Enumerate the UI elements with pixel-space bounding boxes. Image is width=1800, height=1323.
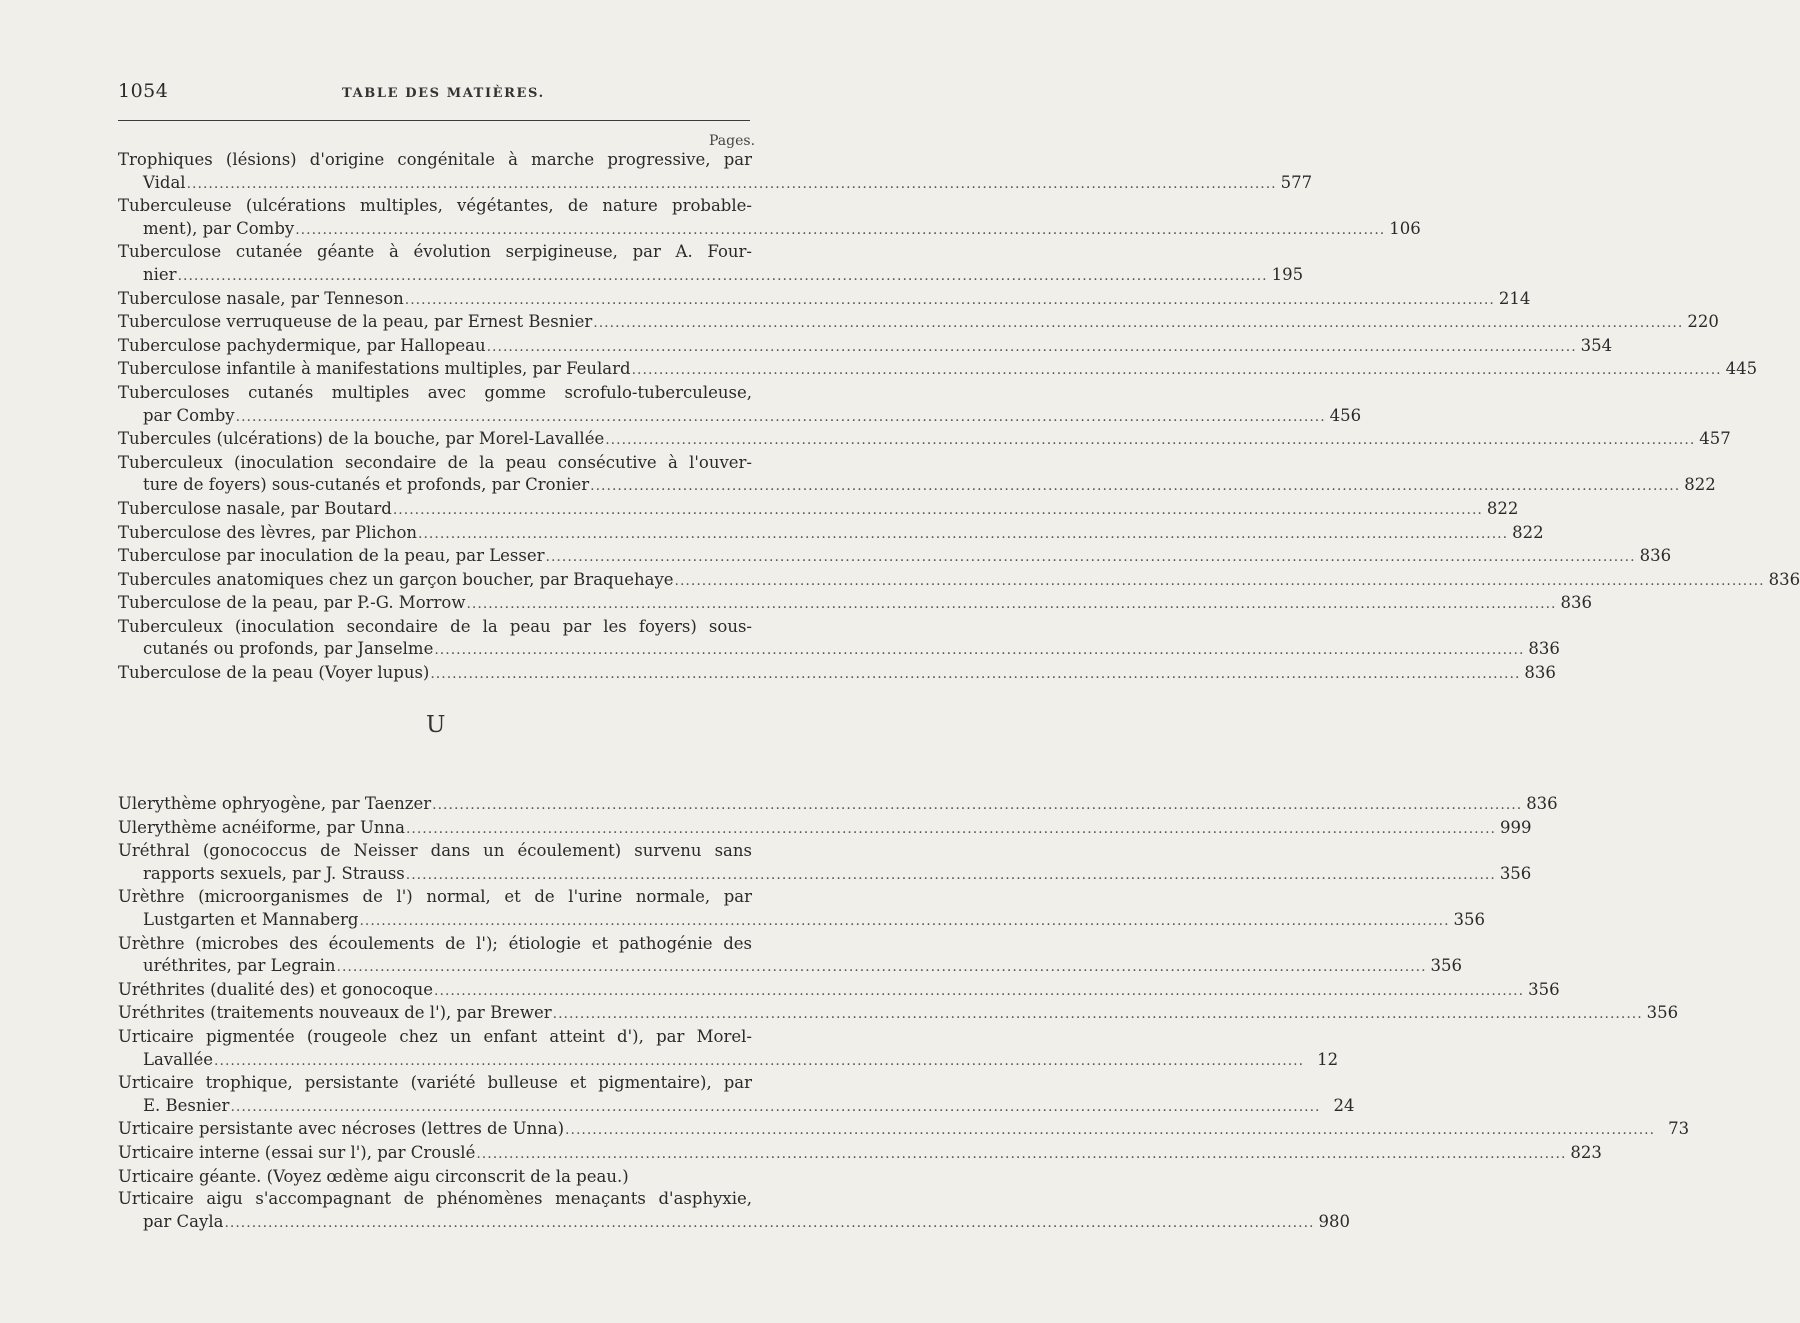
entry-last-line xyxy=(118,264,1304,288)
page-ref: 445 xyxy=(1725,359,1758,379)
entry-line: Urticaire pigmentée (rougeole chez un enfant atteint d'), par Morel- xyxy=(118,1026,752,1046)
entry-line: Urticaire trophique, persistante (variété bulleuse et pigmentaire), par xyxy=(118,1073,752,1093)
index-entry xyxy=(118,149,1313,195)
entry-text: Tuberculose nasale, par Boutard xyxy=(118,498,392,518)
entry-last-line xyxy=(118,1142,1602,1166)
page-ref: 577 xyxy=(1280,172,1313,192)
index-entry xyxy=(118,1026,1339,1072)
dot-leader: ........................................................................................................................................................................................................ xyxy=(466,596,1557,613)
page-ref: 12 xyxy=(1317,1049,1339,1069)
entry-text: Lavallée xyxy=(143,1049,214,1069)
index-entry xyxy=(118,195,1421,241)
entry-last-line xyxy=(118,498,1519,522)
entry-last-line xyxy=(118,955,1463,979)
dot-leader: ........................................................................................................................................................................................................ xyxy=(295,221,1386,238)
dot-leader: ........................................................................................................................................................................................................ xyxy=(336,959,1427,976)
index-entry xyxy=(118,569,1800,593)
index-entry xyxy=(118,979,1560,1003)
entry-text: Lustgarten et Mannaberg xyxy=(143,909,359,929)
page-ref: 836 xyxy=(1639,546,1672,566)
dot-leader: ........................................................................................................................................................................................................ xyxy=(430,666,1521,683)
entry-line: Urèthre (microorganismes de l') normal, et de l'urine normale, par xyxy=(118,887,752,907)
page-ref: 356 xyxy=(1453,909,1486,929)
entry-last-line xyxy=(118,638,1560,662)
entry-line: Trophiques (lésions) d'origine congénitale à marche progressive, par xyxy=(118,150,752,169)
page-ref: 24 xyxy=(1333,1095,1355,1115)
entry-text: Vidal xyxy=(143,172,186,192)
entry-line: Tuberculose cutanée géante à évolution serpigineuse, par A. Four- xyxy=(118,242,752,262)
entry-line: Urèthre (microbes des écoulements de l'); étiologie et pathogénie des xyxy=(118,933,752,953)
entry-text: uréthrites, par Legrain xyxy=(143,956,336,976)
dot-leader: ........................................................................................................................................................................................................ xyxy=(418,525,1509,542)
entry-line: Urticaire aigu s'accompagnant de phénomènes menaçants d'asphyxie, xyxy=(118,1189,752,1209)
page-ref: 822 xyxy=(1684,475,1716,495)
entry-text: Tuberculose des lèvres, par Plichon xyxy=(118,522,418,542)
index-section-u xyxy=(118,793,1690,1234)
entry-last-line xyxy=(118,793,1558,817)
entry-text: Urticaire persistante avec nécroses (lettres de Unna) xyxy=(118,1119,565,1139)
index-entry xyxy=(118,817,1532,841)
index-entry xyxy=(118,616,1560,662)
entry-text: Tuberculose de la peau (Voyer lupus) xyxy=(118,663,430,683)
index-entry xyxy=(118,840,1532,886)
entry-last-line xyxy=(118,569,1800,593)
index-entry xyxy=(118,545,1672,569)
dot-leader: ........................................................................................................................................................................................................ xyxy=(631,362,1722,379)
index-entry xyxy=(118,382,1362,428)
page-ref: 836 xyxy=(1768,569,1800,589)
entry-last-line xyxy=(118,311,1719,335)
dot-leader: ........................................................................................................................................................................................................ xyxy=(177,267,1268,284)
dot-leader: ........................................................................................................................................................................................................ xyxy=(605,432,1696,449)
entry-last-line xyxy=(118,863,1532,887)
entry-text: Uréthrites (dualité des) et gonocoque xyxy=(118,979,434,999)
index-entry xyxy=(118,498,1519,522)
entry-text: E. Besnier xyxy=(143,1095,230,1115)
entry-text: par Cayla xyxy=(143,1211,224,1231)
index-entry xyxy=(118,1166,752,1189)
page-ref: 999 xyxy=(1499,817,1532,837)
page-ref: 73 xyxy=(1668,1119,1690,1139)
index-entry xyxy=(118,1002,1679,1026)
entry-line: Tuberculeux (inoculation secondaire de la peau consécutive à l'ouver- xyxy=(118,452,752,472)
dot-leader: ........................................................................................................................................................................................................ xyxy=(186,175,1277,192)
entry-text: Urticaire géante. (Voyez œdème aigu circonscrit de la peau.) xyxy=(118,1166,629,1186)
dot-leader: ........................................................................................................................................................................................................ xyxy=(359,912,1450,929)
index-entry xyxy=(118,1142,1602,1166)
entry-last-line xyxy=(118,288,1531,312)
entry-text: Uréthrites (traitements nouveaux de l'), par Brewer xyxy=(118,1003,552,1023)
index-entry xyxy=(118,358,1758,382)
entry-last-line xyxy=(118,1211,1350,1235)
entry-last-line xyxy=(118,474,1716,498)
page-ref: 456 xyxy=(1329,405,1362,425)
entry-last-line xyxy=(118,172,1313,196)
dot-leader: ........................................................................................................................................................................................................ xyxy=(476,1145,1567,1162)
entry-last-line xyxy=(118,1166,752,1189)
page-ref: 356 xyxy=(1499,863,1532,883)
page-ref: 980 xyxy=(1318,1211,1350,1231)
dot-leader: ........................................................................................................................................................................................................ xyxy=(434,642,1525,659)
dot-leader: ........................................................................................................................................................................................................ xyxy=(214,1052,1305,1069)
dot-leader: ........................................................................................................................................................................................................ xyxy=(545,549,1636,566)
entry-last-line xyxy=(118,428,1731,452)
page-ref: 195 xyxy=(1271,264,1304,284)
dot-leader: ........................................................................................................................................................................................................ xyxy=(434,982,1525,999)
index-entry xyxy=(118,1072,1355,1118)
entry-text: cutanés ou profonds, par Janselme xyxy=(143,639,434,659)
entry-text: ment), par Comby xyxy=(143,218,295,238)
page-ref: 354 xyxy=(1580,335,1613,355)
entry-text: ture de foyers) sous-cutanés et profonds, par Cronier xyxy=(143,475,590,495)
index-entry xyxy=(118,311,1719,335)
entry-last-line xyxy=(118,979,1560,1003)
entry-last-line xyxy=(118,1049,1339,1073)
entry-text: Tuberculose verruqueuse de la peau, par Ernest Besnier xyxy=(118,312,593,332)
entry-text: Tuberculose nasale, par Tenneson xyxy=(118,288,404,308)
index-entry xyxy=(118,1118,1690,1142)
entry-text: Tuberculose infantile à manifestations multiples, par Feulard xyxy=(118,359,631,379)
entry-line: Tuberculoses cutanés multiples avec gomme scrofulo-tuberculeuse, xyxy=(118,382,752,402)
entry-last-line xyxy=(118,545,1672,569)
dot-leader: ........................................................................................................................................................................................................ xyxy=(552,1006,1643,1023)
dot-leader: ........................................................................................................................................................................................................ xyxy=(224,1214,1315,1231)
entry-last-line xyxy=(118,1002,1679,1026)
index-entry xyxy=(118,428,1731,452)
entry-last-line xyxy=(118,335,1613,359)
page-ref: 457 xyxy=(1699,429,1731,449)
dot-leader: ........................................................................................................................................................................................................ xyxy=(405,820,1496,837)
entry-text: Urticaire interne (essai sur l'), par Crouslé xyxy=(118,1142,476,1162)
page-ref: 836 xyxy=(1528,639,1560,659)
entry-last-line xyxy=(118,358,1758,382)
page-number: 1054 xyxy=(118,80,169,102)
section-letter-heading: U xyxy=(426,712,446,738)
index-entry xyxy=(118,522,1544,546)
entry-text: par Comby xyxy=(143,405,235,425)
page-ref: 836 xyxy=(1560,593,1593,613)
entry-text: rapports sexuels, par J. Strauss xyxy=(143,863,405,883)
dot-leader: ........................................................................................................................................................................................................ xyxy=(405,866,1496,883)
entry-last-line xyxy=(118,405,1362,429)
entry-text: Tubercules (ulcérations) de la bouche, par Morel-Lavallée xyxy=(118,429,605,449)
dot-leader: ........................................................................................................................................................................................................ xyxy=(230,1098,1321,1115)
dot-leader: ........................................................................................................................................................................................................ xyxy=(486,338,1577,355)
index-entry xyxy=(118,793,1558,817)
entry-last-line xyxy=(118,909,1486,933)
entry-text: Tuberculose de la peau, par P.-G. Morrow xyxy=(118,593,466,613)
entry-text: Tuberculose pachydermique, par Hallopeau xyxy=(118,335,486,355)
entry-text: Ulerythème acnéiforme, par Unna xyxy=(118,817,405,837)
dot-leader: ........................................................................................................................................................................................................ xyxy=(432,797,1523,813)
dot-leader: ........................................................................................................................................................................................................ xyxy=(674,572,1765,589)
index-entry xyxy=(118,662,1556,686)
entry-line: Uréthral (gonococcus de Neisser dans un écoulement) survenu sans xyxy=(118,841,752,861)
entry-text: Ulerythème ophryogène, par Taenzer xyxy=(118,794,432,813)
entry-last-line xyxy=(118,817,1532,841)
entry-last-line xyxy=(118,1118,1690,1142)
page-ref: 836 xyxy=(1524,663,1556,683)
entry-last-line xyxy=(118,1095,1355,1119)
page-ref: 356 xyxy=(1430,956,1463,976)
page-ref: 823 xyxy=(1570,1142,1602,1162)
index-entry xyxy=(118,1188,1350,1234)
index-entry xyxy=(118,886,1486,932)
page-ref: 220 xyxy=(1687,312,1719,332)
entry-line: Tuberculeux (inoculation secondaire de la peau par les foyers) sous- xyxy=(118,616,752,636)
entry-text: Tubercules anatomiques chez un garçon boucher, par Braquehaye xyxy=(118,569,674,589)
running-title: TABLE DES MATIÈRES. xyxy=(342,86,545,101)
entry-last-line xyxy=(118,662,1556,686)
entry-last-line xyxy=(118,218,1421,242)
dot-leader: ........................................................................................................................................................................................................ xyxy=(235,408,1326,425)
index-entry xyxy=(118,933,1463,979)
page-ref: 836 xyxy=(1526,794,1558,813)
page-ref: 822 xyxy=(1486,498,1519,518)
dot-leader: ........................................................................................................................................................................................................ xyxy=(593,315,1684,332)
index-entry xyxy=(118,241,1304,287)
index-entry xyxy=(118,288,1531,312)
page-ref: 356 xyxy=(1528,979,1560,999)
page-ref: 106 xyxy=(1389,218,1421,238)
entry-text: Tuberculose par inoculation de la peau, par Lesser xyxy=(118,546,545,566)
pages-column-label: Pages. xyxy=(709,133,756,149)
entry-text: nier xyxy=(143,264,177,284)
dot-leader: ........................................................................................................................................................................................................ xyxy=(590,478,1681,495)
dot-leader: ........................................................................................................................................................................................................ xyxy=(565,1122,1656,1139)
dot-leader: ........................................................................................................................................................................................................ xyxy=(404,291,1495,308)
index-entry xyxy=(118,592,1593,616)
header-rule xyxy=(118,120,750,121)
index-section-t xyxy=(118,149,1800,686)
page-ref: 214 xyxy=(1498,288,1531,308)
page-ref: 356 xyxy=(1646,1003,1679,1023)
index-entry xyxy=(118,335,1613,359)
entry-line: Tuberculeuse (ulcérations multiples, végétantes, de nature probable- xyxy=(118,196,752,216)
dot-leader: ........................................................................................................................................................................................................ xyxy=(392,501,1483,518)
entry-last-line xyxy=(118,592,1593,616)
page-ref: 822 xyxy=(1512,522,1544,542)
entry-last-line xyxy=(118,522,1544,546)
index-entry xyxy=(118,452,1716,498)
